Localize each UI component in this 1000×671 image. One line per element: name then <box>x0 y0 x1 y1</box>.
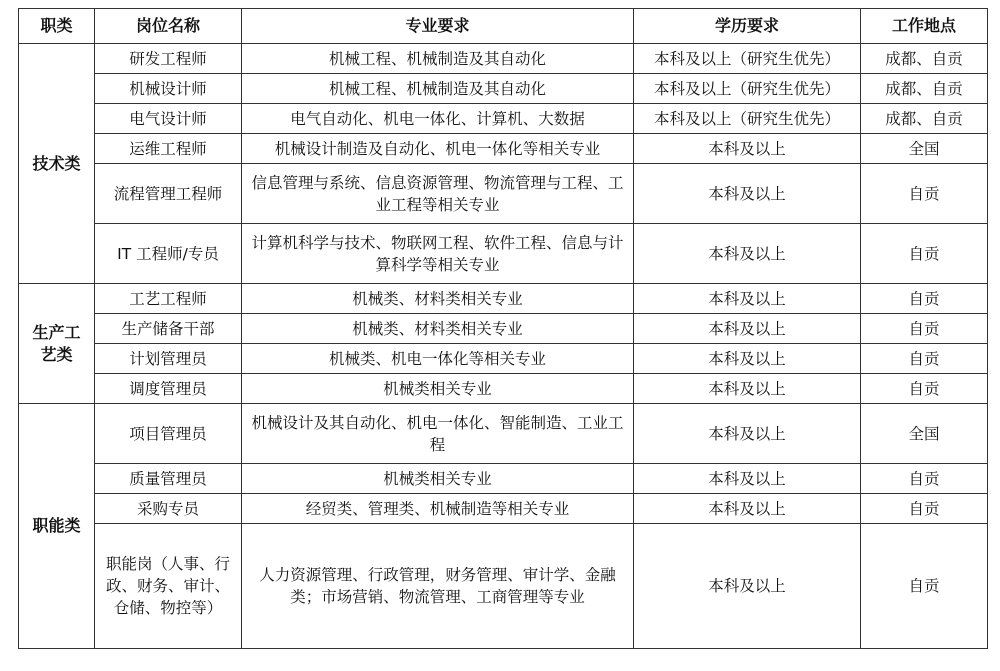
position-cell: IT 工程师/专员 <box>95 224 242 284</box>
location-cell: 成都、自贡 <box>861 74 988 104</box>
table-row <box>19 494 988 524</box>
location-cell: 自贡 <box>861 344 988 374</box>
header-position: 岗位名称 <box>95 9 242 44</box>
major-cell: 机械设计及其自动化、机电一体化、智能制造、工业工程 <box>242 404 634 464</box>
position-cell: 流程管理工程师 <box>95 164 242 224</box>
major-cell: 电气自动化、机电一体化、计算机、大数据 <box>242 104 634 134</box>
education-cell: 本科及以上 <box>634 134 861 164</box>
location-cell: 成都、自贡 <box>861 104 988 134</box>
major-cell: 机械工程、机械制造及其自动化 <box>242 44 634 74</box>
table-row <box>19 74 988 104</box>
table-row <box>19 224 988 284</box>
major-cell: 机械类相关专业 <box>242 464 634 494</box>
major-cell: 机械工程、机械制造及其自动化 <box>242 74 634 104</box>
education-cell: 本科及以上 <box>634 224 861 284</box>
table-row <box>19 284 988 314</box>
position-cell: 电气设计师 <box>95 104 242 134</box>
table-row <box>19 164 988 224</box>
education-cell: 本科及以上 <box>634 164 861 224</box>
position-cell: 运维工程师 <box>95 134 242 164</box>
education-cell: 本科及以上 <box>634 524 861 649</box>
location-cell: 全国 <box>861 134 988 164</box>
table-row <box>19 464 988 494</box>
position-cell: 计划管理员 <box>95 344 242 374</box>
position-cell: 职能岗（人事、行政、财务、审计、仓储、物控等） <box>95 524 242 649</box>
position-cell: 工艺工程师 <box>95 284 242 314</box>
table-row <box>19 314 988 344</box>
position-cell: 机械设计师 <box>95 74 242 104</box>
location-cell: 全国 <box>861 404 988 464</box>
category-cell: 生产工艺类 <box>19 284 95 404</box>
major-cell: 机械类、材料类相关专业 <box>242 314 634 344</box>
header-row <box>19 9 988 44</box>
table-row <box>19 374 988 404</box>
education-cell: 本科及以上 <box>634 374 861 404</box>
education-cell: 本科及以上 <box>634 404 861 464</box>
location-cell: 自贡 <box>861 464 988 494</box>
table-row <box>19 104 988 134</box>
header-location: 工作地点 <box>861 9 988 44</box>
major-cell: 机械类、材料类相关专业 <box>242 284 634 314</box>
major-cell: 人力资源管理、行政管理，财务管理、审计学、金融类；市场营销、物流管理、工商管理等专业 <box>242 524 634 649</box>
location-cell: 自贡 <box>861 314 988 344</box>
position-cell: 调度管理员 <box>95 374 242 404</box>
location-cell: 自贡 <box>861 374 988 404</box>
major-cell: 机械类、机电一体化等相关专业 <box>242 344 634 374</box>
header-category: 职类 <box>19 9 95 44</box>
major-cell: 信息管理与系统、信息资源管理、物流管理与工程、工业工程等相关专业 <box>242 164 634 224</box>
education-cell: 本科及以上（研究生优先） <box>634 104 861 134</box>
location-cell: 成都、自贡 <box>861 44 988 74</box>
location-cell: 自贡 <box>861 164 988 224</box>
position-cell: 质量管理员 <box>95 464 242 494</box>
category-cell: 职能类 <box>19 404 95 649</box>
education-cell: 本科及以上 <box>634 464 861 494</box>
major-cell: 经贸类、管理类、机械制造等相关专业 <box>242 494 634 524</box>
location-cell: 自贡 <box>861 524 988 649</box>
header-education: 学历要求 <box>634 9 861 44</box>
education-cell: 本科及以上（研究生优先） <box>634 74 861 104</box>
position-cell: 研发工程师 <box>95 44 242 74</box>
position-cell: 项目管理员 <box>95 404 242 464</box>
position-cell: 生产储备干部 <box>95 314 242 344</box>
job-requirements-table <box>18 8 988 649</box>
location-cell: 自贡 <box>861 224 988 284</box>
category-cell: 技术类 <box>19 44 95 284</box>
table-row <box>19 134 988 164</box>
education-cell: 本科及以上 <box>634 344 861 374</box>
location-cell: 自贡 <box>861 284 988 314</box>
location-cell: 自贡 <box>861 494 988 524</box>
major-cell: 机械设计制造及自动化、机电一体化等相关专业 <box>242 134 634 164</box>
education-cell: 本科及以上 <box>634 314 861 344</box>
major-cell: 机械类相关专业 <box>242 374 634 404</box>
table-row <box>19 524 988 649</box>
position-cell: 采购专员 <box>95 494 242 524</box>
major-cell: 计算机科学与技术、物联网工程、软件工程、信息与计算科学等相关专业 <box>242 224 634 284</box>
education-cell: 本科及以上（研究生优先） <box>634 44 861 74</box>
education-cell: 本科及以上 <box>634 494 861 524</box>
table-row <box>19 344 988 374</box>
table-row <box>19 44 988 74</box>
table-row <box>19 404 988 464</box>
education-cell: 本科及以上 <box>634 284 861 314</box>
header-major: 专业要求 <box>242 9 634 44</box>
